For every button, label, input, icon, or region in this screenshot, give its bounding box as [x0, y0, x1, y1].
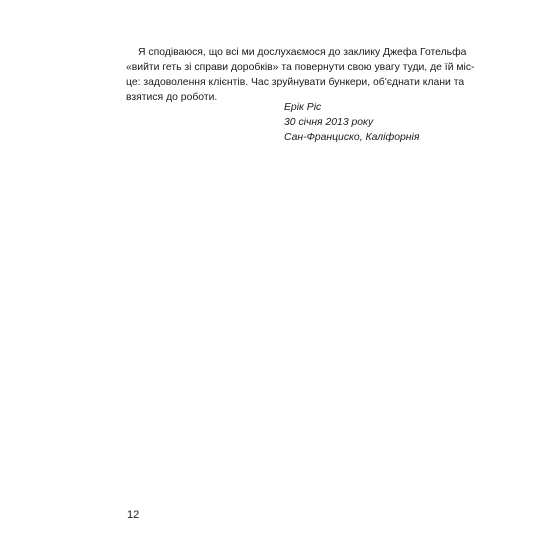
paragraph-line: Я сподіваюся, що всі ми дослухаємося до заклику Джефа Готельфа [138, 47, 467, 58]
paragraph-line: взятися до роботи. [126, 92, 218, 103]
foreword-paragraph [126, 45, 475, 105]
signature-block [284, 100, 419, 145]
page-number: 12 [127, 509, 140, 521]
signature-author: Ерік Ріс [284, 102, 322, 113]
paragraph-line: «вийти геть зі справи доробків» та повернути свою увагу туди, де їй міс- [126, 62, 475, 73]
signature-place: Сан-Франциско, Каліфорнія [284, 132, 420, 143]
signature-date: 30 січня 2013 року [284, 117, 374, 128]
paragraph-line: це: задоволення клієнтів. Час зруйнувати бункери, об'єднати клани та [126, 77, 465, 88]
